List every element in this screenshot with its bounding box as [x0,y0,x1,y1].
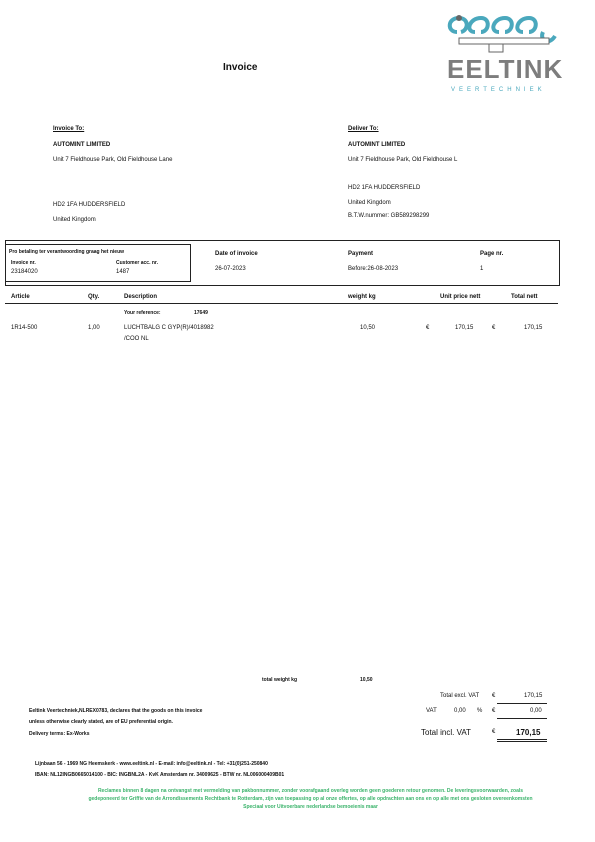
logo-name: EELTINK [447,54,564,84]
invoice-to-address: Unit 7 Fieldhouse Park, Old Fieldhouse Lane [53,157,173,163]
footer-terms [28,787,593,811]
total-incl: 170,15 [516,728,541,737]
footer-terms-2: gedeponeerd ter Griffie van de Arrondissements Rechtbank te Rotterdam, zijn van toepassing op al onze offertes, op alle opdrachten aan ons en op alle met ons gesloten overeenkomsten [88,796,533,802]
payment-label: Payment [348,251,374,257]
invoice-to-company: AUTOMINT LIMITED [53,142,111,148]
col-unit-price: Unit price nett [440,294,481,300]
footer-terms-1: Reclames binnen 8 dagen na ontvangst met vermelding van pakbonnummer, zonder voorafgaand overleg worden geen goederen retour genomen. De leveringsvoorwaarden, zoals [97,788,524,794]
invoice-to-label: Invoice To: [53,126,85,132]
company-logo [445,10,565,100]
deliver-to-city: HD2 1FA HUDDERSFIELD [348,185,421,191]
deliver-to-label: Deliver To: [348,126,379,132]
total-weight: 10,50 [360,677,373,683]
row-desc-2: /COO NL [124,336,149,342]
origin-declaration-2: unless otherwise clearly stated, are of EU preferential origin. [29,719,173,725]
deliver-to-vat: B.T.W.nummer: GB589298299 [348,213,430,219]
row-currency-2: € [492,325,496,331]
total-excl-currency: € [492,693,496,699]
table-header-rule [5,303,558,304]
vat-amount: 0,00 [530,708,542,714]
invoice-date: 26-07-2023 [215,266,246,272]
row-article: 1R14-500 [11,325,38,331]
footer-terms-3: Speciaal voor Uitvoerbare nederlandse bemoeienis maar [243,804,378,810]
page-title: Invoice [223,62,258,73]
spring-logo-icon [445,10,565,58]
vat-label: VAT [426,708,437,714]
customer-nr-label: Customer acc. nr. [116,260,158,266]
vat-rule [497,718,547,719]
vat-pct: 0,00 [454,708,466,714]
col-total: Total nett [511,294,538,300]
invoice-nr: 23184020 [11,269,38,275]
total-incl-currency: € [492,729,496,735]
deliver-to-company: AUTOMINT LIMITED [348,142,406,148]
delivery-terms: Delivery terms: Ex-Works [29,731,90,737]
logo-sub: VEERTECHNIEK [451,87,546,93]
footer-address: Lijnbaan 56 - 1969 NG Heemskerk - www.eeltink.nl - E-mail: info@eeltink.nl - Tel: +31(0)251-250840 [35,761,268,767]
footer-bank: IBAN: NL12INGB0665014100 - BIC: INGBNL2A - KvK Amsterdam nr. 34009625 - BTW nr. NL006000409B01 [35,772,285,778]
vat-currency: € [492,708,496,714]
customer-nr: 1487 [116,269,130,275]
invoice-to-city: HD2 1FA HUDDERSFIELD [53,202,126,208]
deliver-to-address: Unit 7 Fieldhouse Park, Old Fieldhouse L [348,157,458,163]
row-total: 170,15 [524,325,543,331]
total-incl-label: Total incl. VAT [421,728,471,737]
col-weight: weight kg [348,294,376,300]
origin-declaration-1: Eeltink Veertechniek,NLREX0783, declares that the goods on this invoice [29,708,203,714]
row-unit-price: 170,15 [455,325,474,331]
invoice-to-country: United Kingdom [53,217,96,223]
page-nr: 1 [480,266,484,272]
total-excl-label: Total excl. VAT [440,693,480,699]
total-weight-label: total weight kg [262,677,297,683]
col-description: Description [124,294,158,300]
row-desc-1: LUCHTBALG C GYP(R)/4018982 [124,325,214,331]
page-nr-label: Page nr. [480,251,504,257]
incl-rule-1 [497,739,547,740]
row-qty: 1,00 [88,325,100,331]
reference-label: Your reference: [124,310,161,316]
date-label: Date of invoice [215,251,258,257]
payment-due: Before:26-08-2023 [348,266,399,272]
invoice-nr-label: Invoice nr. [11,260,36,266]
row-weight: 10,50 [360,325,376,331]
vat-pct-sign: % [477,708,483,714]
col-article: Article [11,294,30,300]
payment-note: Pro betaling ter verantwoording graag het nieuw [9,249,125,255]
row-currency: € [426,325,430,331]
reference-value: 17649 [194,310,208,316]
col-qty: Qty. [88,294,100,300]
deliver-to-country: United Kingdom [348,200,391,206]
incl-rule-2 [497,741,547,742]
excl-rule [497,703,547,704]
total-excl: 170,15 [524,693,543,699]
